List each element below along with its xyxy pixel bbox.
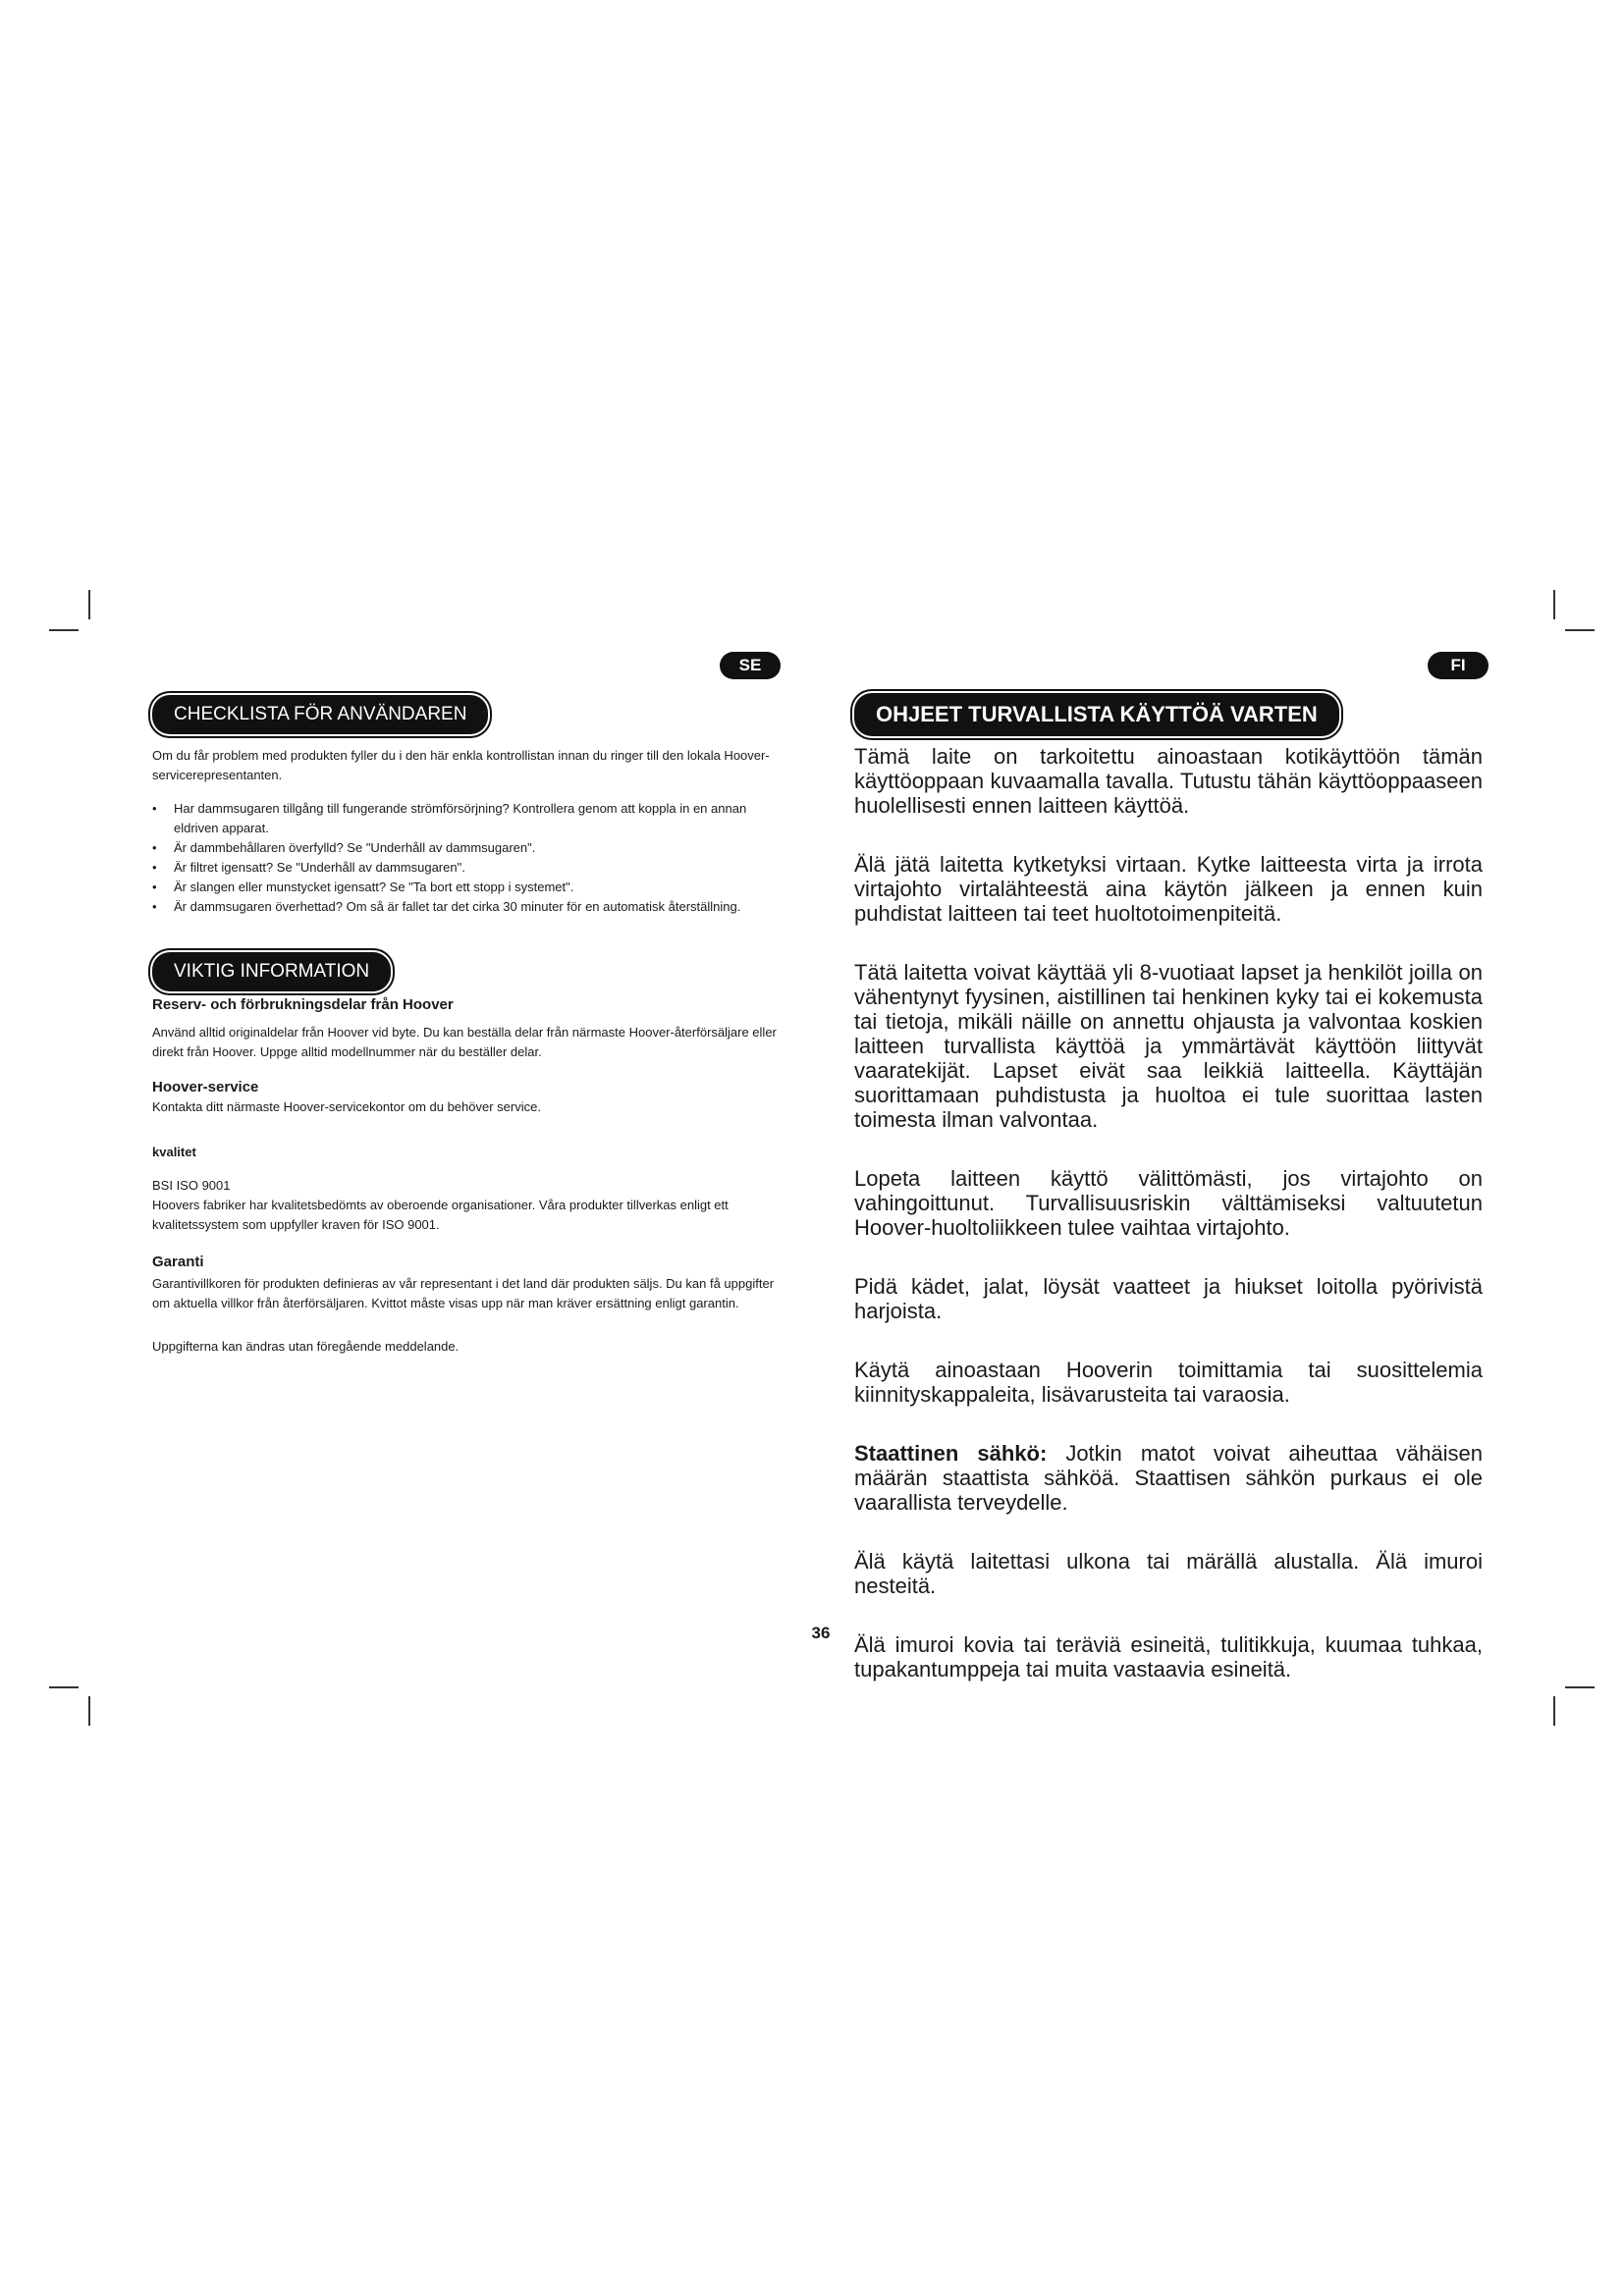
change-notice: Uppgifterna kan ändras utan föregående meddelande. (152, 1339, 460, 1354)
safety-paragraph: Käytä ainoastaan Hooverin toimittamia tai suosittelemia kiinnityskappaleita, lisävarusteita tai varaosia. (854, 1358, 1483, 1407)
language-badge-fi: FI (1428, 652, 1489, 679)
safety-paragraph: Älä jätä laitetta kytketyksi virtaan. Kytke laitteesta virta ja irrota virtajohto virtalähteestä aina käytön jälkeen ja ennen kuin puhdistat laitteen tai teet huoltotoimenpiteitä. (854, 852, 1483, 926)
section-header-safety: OHJEET TURVALLISTA KÄYTTÖÄ VARTEN (854, 693, 1339, 736)
list-item: • Har dammsugaren tillgång till fungerande strömförsörjning? Kontrollera genom att koppla in en annan eldriven apparat. (152, 799, 781, 838)
safety-section (854, 744, 1483, 1682)
page-number: 36 (811, 1624, 831, 1642)
static-electricity-text: Jotkin matot voivat aiheuttaa vähäisen määrän staattista sähköä. Staattisen sähkön purkaus ei ole vaarallista terveydelle. (854, 1441, 1483, 1515)
warranty-title: Garanti (152, 1254, 204, 1270)
warranty-text: Garantivillkoren för produkten definieras av vår representant i det land där produkten säljs. Du kan få uppgifter om aktuella villkor från återförsäljaren. Kvittot måste visas upp när man kräver ersättning enligt garantin. (152, 1276, 775, 1310)
checklist-list (152, 799, 781, 917)
section-header-info: VIKTIG INFORMATION (152, 952, 391, 991)
list-item: • Är dammbehållaren överfylld? Se "Underhåll av dammsugaren". (152, 838, 781, 858)
crop-mark (1553, 1696, 1555, 1726)
info-section (152, 995, 781, 1357)
crop-mark (1553, 590, 1555, 619)
crop-mark (49, 1686, 79, 1688)
quality-title: kvalitet (152, 1145, 196, 1159)
static-electricity-paragraph (854, 1441, 1483, 1515)
checklist-section (152, 746, 781, 917)
crop-mark (88, 590, 90, 619)
crop-mark (88, 1696, 90, 1726)
safety-paragraph: Tätä laitetta voivat käyttää yli 8-vuotiaat lapset ja henkilöt joilla on vähentynyt fyysinen, aistillinen tai henkinen kyky tai ei kokemusta tai tietoja, mikäli näille on annettu ohjausta ja valvontaa koskien laitteen turvallista käyttöä ja ymmärtävät käyttöön liittyvät vaaratekijät. Lapset eivät saa leikkiä laitteella. Käyttäjän suorittamaan puhdistusta ja huoltoa ei tule suorittaa lasten toimesta ilman valvontaa. (854, 960, 1483, 1132)
safety-paragraph: Tämä laite on tarkoitettu ainoastaan kotikäyttöön tämän käyttöoppaan kuvaamalla tavalla. Tutustu tähän käyttöoppaaseen huolellisesti ennen laitteen käyttöä. (854, 744, 1483, 818)
parts-title: Reserv- och förbrukningsdelar från Hoover (152, 996, 454, 1013)
quality-text: Hoovers fabriker har kvalitetsbedömts av oberoende organisationer. Våra produkter tillverkas enligt ett kvalitetssystem som uppfyller kraven för ISO 9001. (152, 1198, 729, 1232)
service-text: Kontakta ditt närmaste Hoover-servicekontor om du behöver service. (152, 1099, 541, 1114)
list-item: • Är dammsugaren överhettad? Om så är fallet tar det cirka 30 minuter för en automatisk återställning. (152, 897, 781, 917)
static-electricity-label: Staattinen sähkö: (854, 1441, 1048, 1466)
section-header-checklist: CHECKLISTA FÖR ANVÄNDAREN (152, 695, 488, 734)
crop-mark (1565, 629, 1595, 631)
safety-paragraph: Älä käytä laitettasi ulkona tai märällä alustalla. Älä imuroi nesteitä. (854, 1549, 1483, 1598)
safety-paragraph: Älä imuroi kovia tai teräviä esineitä, tulitikkuja, kuumaa tuhkaa, tupakantumppeja tai muita vastaavia esineitä. (854, 1632, 1483, 1682)
quality-standard: BSI ISO 9001 (152, 1178, 231, 1193)
service-title: Hoover-service (152, 1079, 259, 1095)
list-item: • Är filtret igensatt? Se "Underhåll av dammsugaren". (152, 858, 781, 878)
crop-mark (49, 629, 79, 631)
parts-text: Använd alltid originaldelar från Hoover vid byte. Du kan beställa delar från närmaste Hoover-återförsäljare eller direkt från Hoover. Uppge alltid modellnummer när du beställer delar. (152, 1025, 777, 1059)
checklist-intro: Om du får problem med produkten fyller du i den här enkla kontrollistan innan du ringer till den lokala Hoover-servicerepresentanten. (152, 748, 770, 782)
safety-paragraph: Pidä kädet, jalat, löysät vaatteet ja hiukset loitolla pyörivistä harjoista. (854, 1274, 1483, 1323)
crop-mark (1565, 1686, 1595, 1688)
language-badge-se: SE (720, 652, 781, 679)
list-item: • Är slangen eller munstycket igensatt? Se "Ta bort ett stopp i systemet". (152, 878, 781, 897)
safety-paragraph: Lopeta laitteen käyttö välittömästi, jos virtajohto on vahingoittunut. Turvallisuusriskin välttämiseksi valtuutetun Hoover-huoltoliikkeen tulee vaihtaa virtajohto. (854, 1166, 1483, 1240)
